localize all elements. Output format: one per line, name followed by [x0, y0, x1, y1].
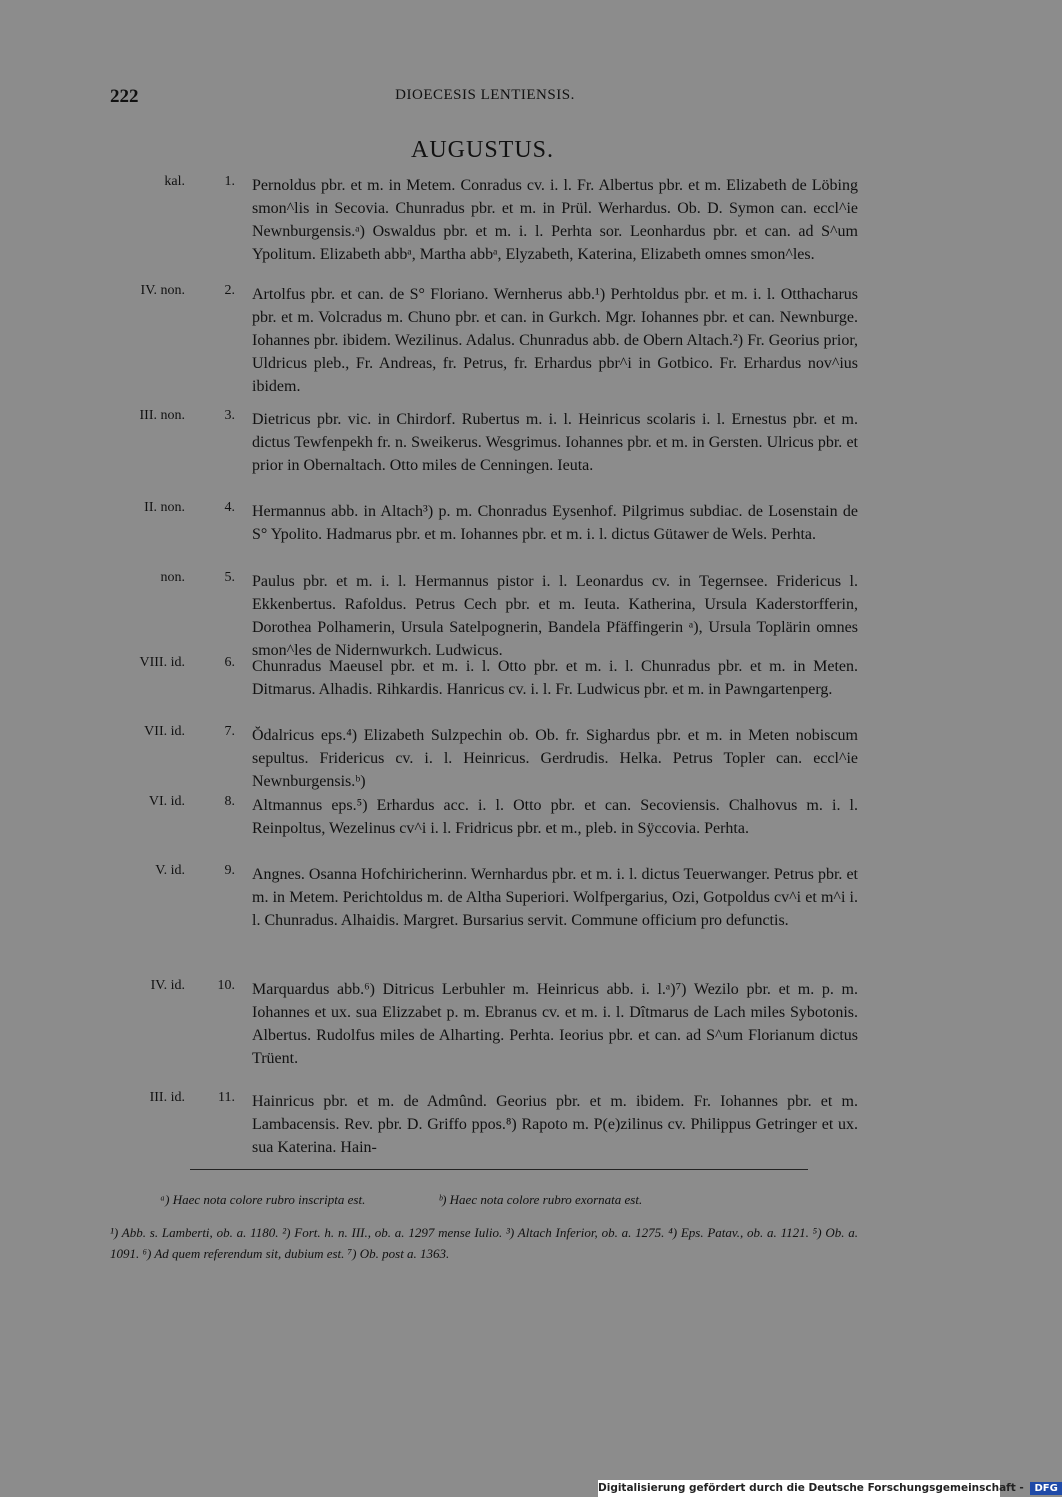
entry-text: Angnes. Osanna Hofchiricherinn. Wernhardus pbr. et m. i. l. dictus Teuerwanger. Petrus pbr. et m. in Metem. Perichtoldus m. de Altha Superiori. Wolfpergarius, Ozi, Gotpoldus cv^i et m^i i. l. Chunradus. Alhaidis. Margret. Bursarius servit. Commune officium pro defunctis.	[252, 866, 858, 929]
running-title: DIOECESIS LENTIENSIS.	[395, 87, 575, 103]
dfg-logo: DFG	[1030, 1482, 1061, 1495]
footnote-divider	[190, 1169, 808, 1170]
entry-date: VIII. id.	[139, 655, 185, 670]
entry-date: III. non.	[139, 408, 185, 423]
digitization-credit	[598, 1480, 1058, 1497]
entry-text: Altmannus eps.⁵) Erhardus acc. i. l. Otto pbr. et can. Secoviensis. Chalhovus m. i. l. Reinpoltus, Wezelinus cv^i i. l. Fridricus pbr. et m., pleb. in Sÿccovia. Perhta.	[252, 797, 858, 837]
entry-text: Pernoldus pbr. et m. in Metem. Conradus cv. i. l. Fr. Albertus pbr. et m. Elizabeth de Löbing smon^lis in Secovia. Chunradus pbr. et m. in Prül. Werhardus. Ob. D. Symon can. eccl^ie Newnburgensis.ᵃ) Oswaldus pbr. et m. i. l. Perhta sor. Leonhardus pbr. et can. ad S^um Ypolitum. Elizabeth abbᵃ, Martha abbᵃ, Elyzabeth, Katerina, Elizabeth omnes smon^les.	[252, 177, 858, 263]
entry-date: VI. id.	[148, 794, 185, 809]
page-number: 222	[110, 86, 139, 107]
letter-footnotes	[160, 1192, 712, 1208]
entry-text: Artolfus pbr. et can. de S° Floriano. Wernherus abb.¹) Perhtoldus pbr. et m. i. l. Otthacharus pbr. et m. Volcradus m. Chuno pbr. et can. in Gurkch. Mgr. Iohannes pbr. et can. Newnburge. Iohannes pbr. ibidem. Wezilinus. Adalus. Chunradus abb. de Obern Altach.²) Fr. Georius prior, Uldricus pleb., Fr. Andreas, fr. Petrus, fr. Erhardus pbr^i in Gotbico. Fr. Erhardus nov^ius ibidem.	[252, 286, 858, 395]
entry-text: Dietricus pbr. vic. in Chirdorf. Rubertus m. i. l. Heinricus scolaris i. l. Ernestus pbr. et m. dictus Tewfenpekh fr. n. Sweikerus. Wesgrimus. Iohannes pbr. et m. in Gersten. Ulricus pbr. et prior in Obernaltach. Otto miles de Cenningen. Ieuta.	[252, 411, 858, 474]
entry-number: 8.	[224, 794, 235, 809]
credit-text: Digitalisierung gefördert durch die Deutsche Forschungsgemeinschaft -	[598, 1482, 1024, 1494]
entry-date: II. non.	[144, 500, 185, 515]
entry-date: III. id.	[149, 1090, 185, 1105]
entry-number: 3.	[224, 408, 235, 423]
entry-number: 9.	[224, 863, 235, 878]
entry-text: Hainricus pbr. et m. de Admûnd. Georius pbr. et m. ibidem. Fr. Iohannes pbr. et m. Lambacensis. Rev. pbr. D. Griffo ppos.⁸) Rapoto m. P(e)zilinus cv. Philippus Getringer et ux. sua Katerina. Hain-	[252, 1093, 858, 1156]
running-header	[110, 86, 860, 110]
entry-text: Marquardus abb.⁶) Ditricus Lerbuhler m. Heinricus abb. i. l.ᵃ)⁷) Wezilo pbr. et m. p. m. Iohannes et ux. sua Elizzabet p. m. Ebranus cv. et m. i. l. Dîtmarus de Lach miles Sybotonis. Albertus. Rudolfus miles de Alharting. Perhta. Ieorius pbr. et can. ad S^um Florianum dictus Trüent.	[252, 981, 858, 1067]
entry-number: 5.	[224, 570, 235, 585]
numbered-footnotes: ¹) Abb. s. Lamberti, ob. a. 1180. ²) Fort. h. n. III., ob. a. 1297 mense Iulio. ³) Altach Inferior, ob. a. 1275. ⁴) Eps. Patav., ob. a. 1121. ⁵) Ob. a. 1091. ⁶) Ad quem referendum sit, dubium est. ⁷) Ob. post a. 1363.	[110, 1225, 858, 1261]
entry-text: Ŏdalricus eps.⁴) Elizabeth Sulzpechin ob. Ob. fr. Sighardus pbr. et m. in Meten nobiscum sepultus. Fridericus cv. i. l. Heinricus. Gerdrudis. Helka. Petrus Topler can. eccl^ie Newnburgensis.ᵇ)	[252, 727, 858, 790]
entry-text: Hermannus abb. in Altach³) p. m. Chonradus Eysenhof. Pilgrimus subdiac. de Losenstain de S° Ypolito. Hadmarus pbr. et m. Iohannes pbr. et m. i. l. dictus Gütawer de Wels. Perhta.	[252, 503, 858, 543]
entry-date: IV. non.	[140, 283, 185, 298]
entry-date: kal.	[164, 174, 185, 189]
entry-date: IV. id.	[150, 978, 185, 993]
entry-date: non.	[160, 570, 185, 585]
entry-text: Paulus pbr. et m. i. l. Hermannus pistor i. l. Leonardus cv. in Tegernsee. Fridericus l. Ekkenbertus. Rafoldus. Petrus Cech pbr. et m. Ieuta. Katherina, Ursula Kaderstorfferin, Dorothea Polhamerin, Ursula Satelpognerin, Bandela Pfäffingerin ᵃ), Ursula Toplärin omnes smon^les de Nidernwurkch. Ludwicus.	[252, 573, 858, 659]
entry-date: V. id.	[155, 863, 185, 878]
entry-number: 6.	[224, 655, 235, 670]
month-heading: AUGUSTUS.	[410, 137, 554, 163]
entry-number: 7.	[224, 724, 235, 739]
entry-number: 1.	[224, 174, 235, 189]
entry-date: VII. id.	[144, 724, 185, 739]
letter-footnote: ᵇ) Haec nota colore rubro exornata est.	[438, 1192, 643, 1207]
entry-number: 11.	[218, 1090, 235, 1105]
entry-text: Chunradus Maeusel pbr. et m. i. l. Otto pbr. et m. i. l. Chunradus pbr. et m. in Meten. Ditmarus. Alhadis. Rihkardis. Hanricus cv. i. l. Fr. Ludwicus pbr. et m. in Pawngartenperg.	[252, 658, 858, 698]
entry-number: 4.	[224, 500, 235, 515]
letter-footnote: ᵃ) Haec nota colore rubro inscripta est.	[160, 1192, 366, 1207]
entry-number: 10.	[217, 978, 235, 993]
entry-number: 2.	[224, 283, 235, 298]
